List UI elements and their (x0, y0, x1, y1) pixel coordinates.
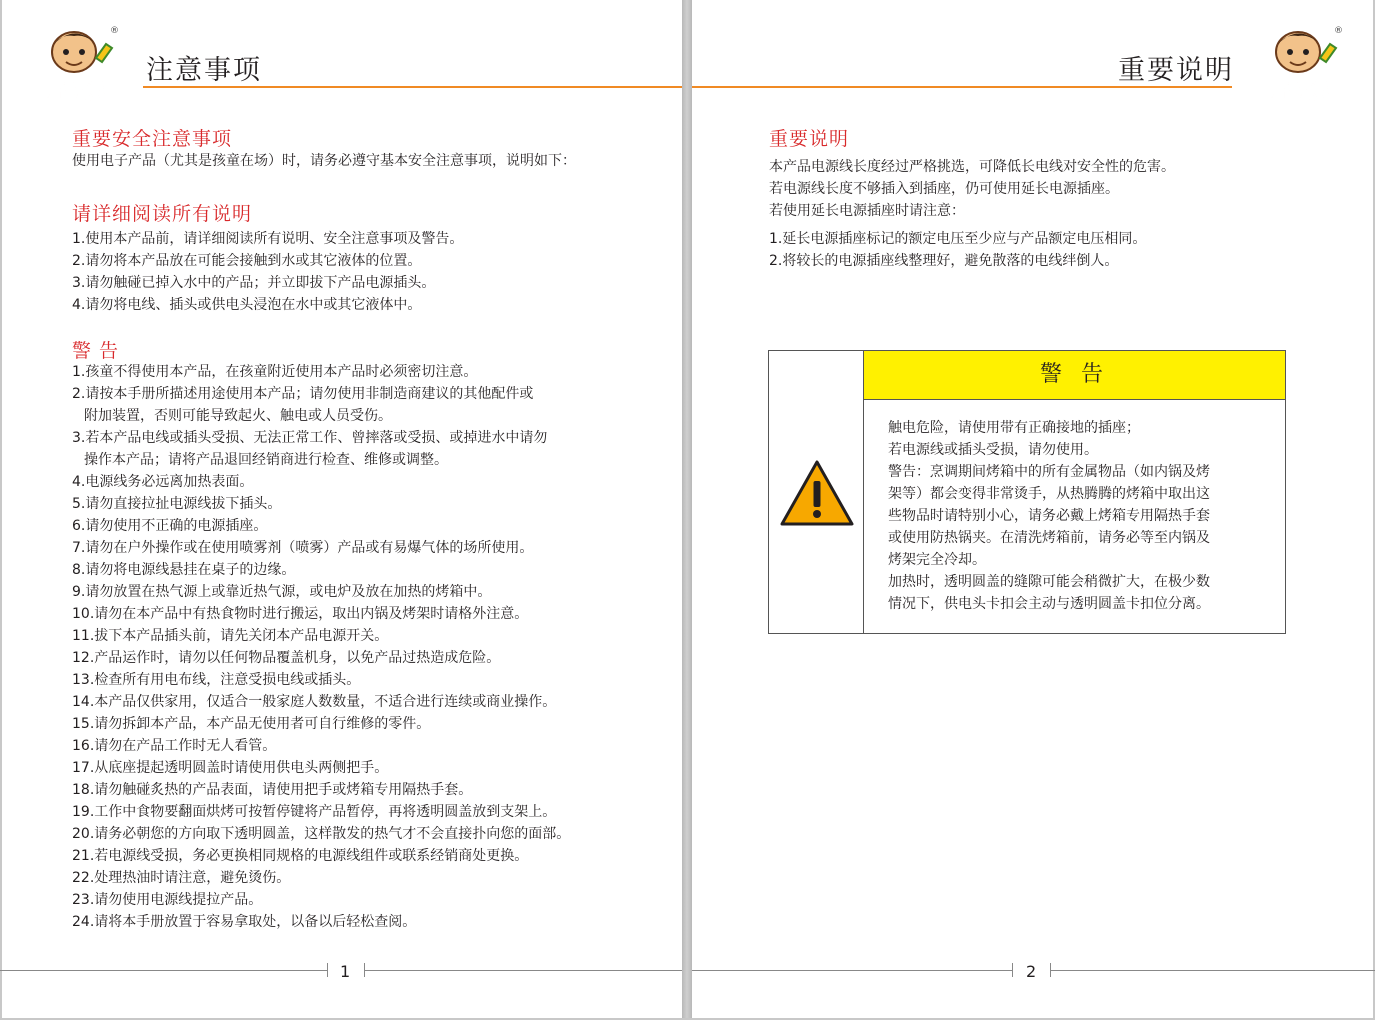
list-item: 11.拔下本产品插头前，请先关闭本产品电源开关。 (72, 628, 389, 644)
right-page (692, 0, 1375, 1020)
page-edge (0, 0, 2, 1020)
header-rule (143, 86, 682, 88)
list-item: 9.请勿放置在热气源上或靠近热气源，或电炉及放在加热的烤箱中。 (72, 584, 492, 600)
list-item: 4.请勿将电线、插头或供电头浸泡在水中或其它液体中。 (72, 297, 422, 313)
list-item: 24.请将本手册放置于容易拿取处，以备以后轻松查阅。 (72, 914, 417, 930)
warning-line: 加热时，透明圆盖的缝隙可能会稍微扩大，在极少数 (888, 574, 1210, 590)
list-item: 6.请勿使用不正确的电源插座。 (72, 518, 268, 534)
list-item: 17.从底座提起透明圆盖时请使用供电头两侧把手。 (72, 760, 389, 776)
warning-list (72, 361, 570, 933)
page-number: 2 (1026, 962, 1037, 981)
list-item: 22.处理热油时请注意，避免烫伤。 (72, 870, 291, 886)
list-item: 2.请勿将本产品放在可能会接触到水或其它液体的位置。 (72, 253, 422, 269)
section-title-important: 重要说明 (769, 128, 850, 150)
registered-mark: ® (110, 26, 119, 36)
important-line: 若使用延长电源插座时请注意： (769, 203, 965, 219)
mascot-corn (1320, 44, 1336, 62)
footer-tick (327, 963, 328, 977)
footer-rule (364, 970, 682, 971)
list-item: 5.请勿直接拉扯电源线拔下插头。 (72, 496, 282, 512)
footer-rule (1050, 970, 1375, 971)
page-title: 注意事项 (146, 55, 262, 86)
list-item: 21.若电源线受损，务必更换相同规格的电源线组件或联系经销商处更换。 (72, 848, 529, 864)
list-item: 18.请勿触碰炙热的产品表面，请使用把手或烤箱专用隔热手套。 (72, 782, 473, 798)
list-item: 16.请勿在产品工作时无人看管。 (72, 738, 277, 754)
important-line: 本产品电源线长度经过严格挑选，可降低长电线对安全性的危害。 (769, 159, 1175, 175)
warning-line: 些物品时请特别小心，请务必戴上烤箱专用隔热手套 (888, 508, 1210, 524)
warning-icon-cell (769, 351, 864, 633)
list-item: 14.本产品仅供家用，仅适合一般家庭人数数量，不适合进行连续或商业操作。 (72, 694, 557, 710)
list-item: 20.请务必朝您的方向取下透明圆盖，这样散发的热气才不会直接扑向您的面部。 (72, 826, 571, 842)
warning-line: 情况下，供电头卡扣会主动与透明圆盖卡扣位分离。 (888, 596, 1210, 612)
warning-line: 架等）都会变得非常烫手，从热腾腾的烤箱中取出这 (888, 486, 1210, 502)
logo-text: 好吃爹 (1270, 79, 1330, 103)
list-item: 1.使用本产品前，请详细阅读所有说明、安全注意事项及警告。 (72, 231, 464, 247)
warning-box (768, 350, 1286, 634)
list-item: 7.请勿在户外操作或在使用喷雾剂（喷雾）产品或有易爆气体的场所使用。 (72, 540, 534, 556)
list-item: 15.请勿拆卸本产品，本产品无使用者可自行维修的零件。 (72, 716, 431, 732)
book-spine (682, 0, 692, 1020)
section-title-warning: 警 告 (72, 340, 120, 362)
list-item: 1.孩童不得使用本产品，在孩童附近使用本产品时必须密切注意。 (72, 364, 478, 380)
list-item: 3.若本产品电线或插头受损、无法正常工作、曾摔落或受损、或掉进水中请勿 操作本产品；请将产品退回经销商进行检查、维修或调整。 (72, 430, 548, 468)
safety-intro-text: 使用电子产品（尤其是孩童在场）时，请务必遵守基本安全注意事项，说明如下： (72, 153, 576, 169)
registered-mark: ® (1334, 26, 1343, 36)
logo-text: 好吃爹 (46, 79, 106, 103)
warning-line: 若电源线或插头受损，请勿使用。 (888, 442, 1098, 458)
read-all-list (72, 228, 463, 316)
list-item: 2.将较长的电源插座线整理好，避免散落的电线绊倒人。 (769, 253, 1119, 269)
section-title-read-all: 请详细阅读所有说明 (72, 203, 253, 225)
list-item: 12.产品运作时，请勿以任何物品覆盖机身，以免产品过热造成危险。 (72, 650, 501, 666)
important-line: 若电源线长度不够插入到插座，仍可使用延长电源插座。 (769, 181, 1119, 197)
extension-list (769, 228, 1146, 272)
list-item: 10.请勿在本产品中有热食物时进行搬运，取出内锅及烤架时请格外注意。 (72, 606, 529, 622)
warning-line: 警告：烹调期间烤箱中的所有金属物品（如内锅及烤 (888, 464, 1210, 480)
list-item: 2.请按本手册所描述用途使用本产品；请勿使用非制造商建议的其他配件或 附加装置，否则可能导致起火、触电或人员受伤。 (72, 386, 534, 424)
warning-line: 烤架完全冷却。 (888, 552, 986, 568)
mascot-corn (96, 44, 112, 62)
header-rule (692, 86, 1232, 88)
page-title: 重要说明 (1118, 55, 1234, 86)
list-item: 13.检查所有用电布线，注意受损电线或插头。 (72, 672, 361, 688)
warning-triangle-icon (779, 459, 855, 527)
footer-tick (1012, 963, 1013, 977)
warning-box-body (888, 417, 1210, 615)
footer-rule (0, 970, 327, 971)
list-item: 4.电源线务必远离加热表面。 (72, 474, 254, 490)
list-item: 3.请勿触碰已掉入水中的产品；并立即拔下产品电源插头。 (72, 275, 436, 291)
warning-box-title: 警 告 (864, 351, 1285, 400)
list-item: 19.工作中食物要翻面烘烤可按暂停键将产品暂停，再将透明圆盖放到支架上。 (72, 804, 557, 820)
section-title-safety: 重要安全注意事项 (72, 128, 233, 150)
page-number: 1 (340, 962, 351, 981)
footer-rule (692, 970, 1012, 971)
list-item: 1.延长电源插座标记的额定电压至少应与产品额定电压相同。 (769, 231, 1147, 247)
warning-line: 触电危险，请使用带有正确接地的插座； (888, 420, 1140, 436)
list-item: 8.请勿将电源线悬挂在桌子的边缘。 (72, 562, 296, 578)
list-item: 23.请勿使用电源线提拉产品。 (72, 892, 263, 908)
warning-line: 或使用防热锅夹。在清洗烤箱前，请务必等至内锅及 (888, 530, 1210, 546)
left-page (0, 0, 682, 1020)
